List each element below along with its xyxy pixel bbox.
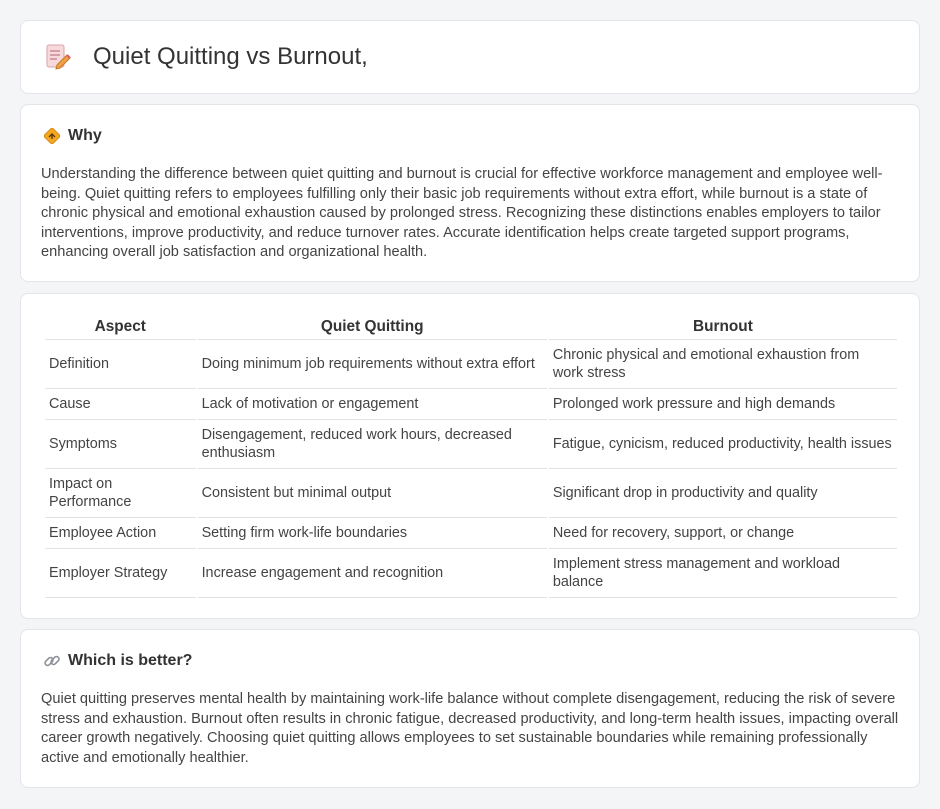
quiet-quitting-cell: Disengagement, reduced work hours, decreased enthusiasm	[198, 420, 547, 469]
diamond-sign-icon	[43, 127, 61, 145]
better-title: Which is better?	[68, 652, 193, 669]
quiet-quitting-cell: Setting firm work-life boundaries	[198, 518, 547, 549]
quiet-quitting-cell: Increase engagement and recognition	[198, 549, 547, 598]
burnout-cell: Chronic physical and emotional exhaustion from work stress	[549, 340, 897, 389]
table-row	[45, 389, 897, 420]
aspect-cell: Symptoms	[45, 420, 196, 469]
aspect-cell: Definition	[45, 340, 196, 389]
why-title: Why	[68, 127, 102, 144]
column-header-quiet-quitting: Quiet Quitting	[198, 314, 547, 340]
table-row	[45, 340, 897, 389]
burnout-cell: Prolonged work pressure and high demands	[549, 389, 897, 420]
table-header-row	[45, 314, 897, 340]
better-heading	[43, 652, 192, 670]
why-heading	[43, 127, 102, 145]
comparison-section	[20, 293, 920, 619]
link-icon	[43, 652, 61, 670]
table-row	[45, 420, 897, 469]
better-text: Quiet quitting preserves mental health by maintaining work-life balance without complete disengagement, reducing the risk of severe stress and exhaustion. Burnout often results in chronic fatigue, decreased productivity, and long-term health issues, impacting overall career growth negatively. Choosing quiet quitting allows employees to set sustainable boundaries while remaining professionally active and emotionally healthier.	[41, 691, 899, 766]
aspect-cell: Employee Action	[45, 518, 196, 549]
table-row	[45, 549, 897, 598]
burnout-cell: Significant drop in productivity and quality	[549, 469, 897, 518]
burnout-cell: Fatigue, cynicism, reduced productivity, health issues	[549, 420, 897, 469]
why-section	[20, 104, 920, 282]
aspect-cell: Employer Strategy	[45, 549, 196, 598]
burnout-cell: Implement stress management and workload balance	[549, 549, 897, 598]
table-row	[45, 469, 897, 518]
title-row	[45, 43, 368, 71]
aspect-cell: Impact on Performance	[45, 469, 196, 518]
quiet-quitting-cell: Lack of motivation or engagement	[198, 389, 547, 420]
column-header-burnout: Burnout	[549, 314, 897, 340]
quiet-quitting-cell: Consistent but minimal output	[198, 469, 547, 518]
page-title: Quiet Quitting vs Burnout,	[93, 43, 368, 70]
burnout-cell: Need for recovery, support, or change	[549, 518, 897, 549]
aspect-cell: Cause	[45, 389, 196, 420]
comparison-table	[43, 314, 899, 598]
quiet-quitting-cell: Doing minimum job requirements without extra effort	[198, 340, 547, 389]
which-is-better-section	[20, 629, 920, 788]
column-header-aspect: Aspect	[45, 314, 196, 340]
table-row	[45, 518, 897, 549]
why-text: Understanding the difference between quiet quitting and burnout is crucial for effective workforce management and employee well-being. Quiet quitting refers to employees fulfilling only their basic job requirements without extra effort, while burnout is a state of chronic physical and emotional exhaustion caused by prolonged stress. Recognizing these distinctions enables employers to tailor interventions, improve productivity, and reduce turnover rates. Accurate identification helps create targeted support programs, enhancing overall job satisfaction and organizational health.	[41, 166, 883, 261]
header-card	[20, 20, 920, 94]
document-pencil-icon	[45, 43, 71, 71]
